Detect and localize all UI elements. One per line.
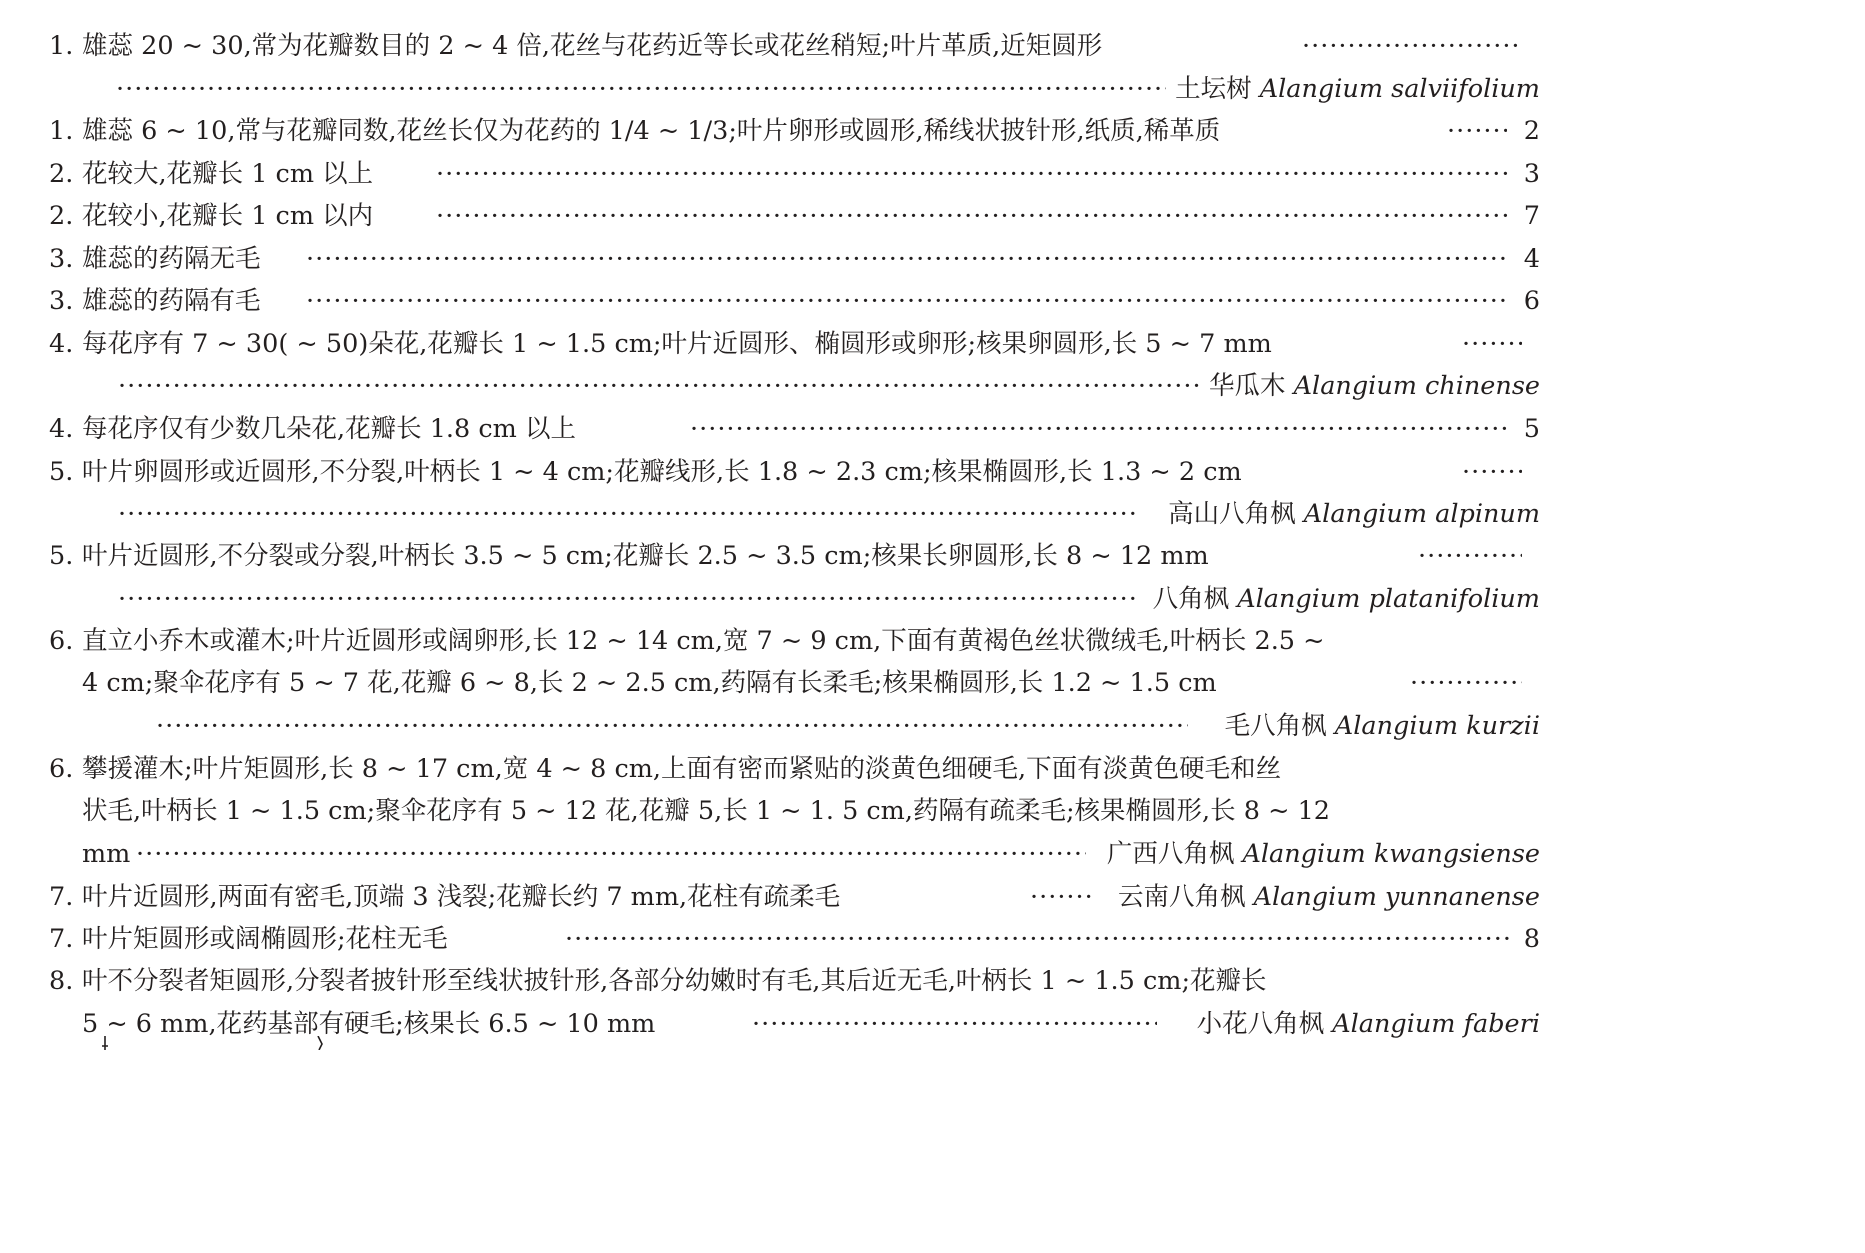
leader-dots [116, 68, 1166, 110]
leader-dots [1302, 25, 1522, 67]
couplet-text-continued: mm [82, 839, 131, 869]
couplet-text: 叶不分裂者矩圆形,分裂者披针形至线状披针形,各部分幼嫩时有毛,其后近无毛,叶柄长 1 ~ 1.5 cm;花瓣长 [82, 966, 1267, 996]
key-line [0, 408, 1570, 450]
couplet-text: 叶片近圆形,两面有密毛,顶端 3 浅裂;花瓣长约 7 mm,花柱有疏柔毛 [82, 882, 841, 912]
key-line [0, 535, 1570, 577]
couplet-text-continued: 5 ~ 6 mm,花药基部有硬毛;核果长 6.5 ~ 10 mm [82, 1009, 656, 1039]
key-line [0, 1003, 1570, 1045]
couplet-text-continued: 4 cm;聚伞花序有 5 ~ 7 花,花瓣 6 ~ 8,长 2 ~ 2.5 cm,药隔有长柔毛;核果椭圆形,长 1.2 ~ 1.5 cm [82, 668, 1217, 698]
taxon-name: 土坛树 Alangium salviifolium [1175, 74, 1540, 104]
couplet-number: 5. [49, 457, 74, 487]
couplet-number: 7. [49, 882, 74, 912]
key-line [0, 238, 1570, 280]
couplet-target: 4 [1523, 244, 1540, 274]
key-line [0, 323, 1570, 365]
taxon-name: 八角枫 Alangium platanifolium [1152, 584, 1540, 614]
leader-dots [1462, 323, 1522, 365]
couplet-text: 叶片近圆形,不分裂或分裂,叶柄长 3.5 ~ 5 cm;花瓣长 2.5 ~ 3.5 cm;核果长卵圆形,长 8 ~ 12 mm [82, 541, 1209, 571]
couplet-text-continued: 状毛,叶柄长 1 ~ 1.5 cm;聚伞花序有 5 ~ 12 花,花瓣 5,长 1 ~ 1. 5 cm,药隔有疏柔毛;核果椭圆形,长 8 ~ 12 [82, 796, 1331, 826]
key-line [0, 365, 1570, 407]
couplet-number: 1. [49, 116, 74, 146]
couplet-number: 2. [49, 159, 74, 189]
couplet-text: 雄蕊 6 ~ 10,常与花瓣同数,花丝长仅为花药的 1/4 ~ 1/3;叶片卵形或圆形,稀线状披针形,纸质,稀革质 [82, 116, 1221, 146]
couplet-text: 叶片卵圆形或近圆形,不分裂,叶柄长 1 ~ 4 cm;花瓣线形,长 1.8 ~ 2.3 cm;核果椭圆形,长 1.3 ~ 2 cm [82, 457, 1242, 487]
key-line [0, 451, 1570, 493]
key-line [0, 620, 1570, 662]
leader-dots [136, 833, 1086, 875]
key-line [0, 790, 1570, 832]
taxon-name: 华瓜木 Alangium chinense [1209, 371, 1540, 401]
key-line [0, 195, 1570, 237]
couplet-number: 2. [49, 201, 74, 231]
leader-dots [306, 238, 1510, 280]
leader-dots [690, 408, 1510, 450]
couplet-target: 3 [1523, 159, 1540, 189]
key-line [0, 280, 1570, 322]
couplet-number: 3. [49, 244, 74, 274]
couplet-number: 6. [49, 754, 74, 784]
couplet-number: 6. [49, 626, 74, 656]
couplet-number: 1. [49, 31, 74, 61]
key-line [0, 578, 1570, 620]
couplet-target: 8 [1523, 924, 1540, 954]
key-line [0, 662, 1570, 704]
taxon-name: 毛八角枫 Alangium kurzii [1224, 711, 1540, 741]
leader-dots [118, 493, 1138, 535]
couplet-text: 花较小,花瓣长 1 cm 以内 [82, 201, 374, 231]
couplet-text: 雄蕊 20 ~ 30,常为花瓣数目的 2 ~ 4 倍,花丝与花药近等长或花丝稍短;叶片革质,近矩圆形 [82, 31, 1103, 61]
taxon-name: 高山八角枫 Alangium alpinum [1168, 499, 1540, 529]
couplet-text: 攀援灌木;叶片矩圆形,长 8 ~ 17 cm,宽 4 ~ 8 cm,上面有密而紧贴的淡黄色细硬毛,下面有淡黄色硬毛和丝 [82, 754, 1282, 784]
key-line [0, 493, 1570, 535]
couplet-target: 2 [1523, 116, 1540, 146]
key-line [0, 918, 1570, 960]
couplet-text: 叶片矩圆形或阔椭圆形;花柱无毛 [82, 924, 448, 954]
leader-dots [118, 365, 1203, 407]
couplet-target: 6 [1523, 286, 1540, 316]
key-line [0, 110, 1570, 152]
leader-dots [1418, 535, 1522, 577]
leader-dots [436, 153, 1510, 195]
key-line [0, 705, 1570, 747]
couplet-target: 5 [1523, 414, 1540, 444]
key-line [0, 748, 1570, 790]
leader-dots [752, 1003, 1157, 1045]
key-line [0, 25, 1570, 67]
cropped-glyph-fragment [315, 1036, 325, 1050]
key-line [0, 876, 1570, 918]
couplet-text: 花较大,花瓣长 1 cm 以上 [82, 159, 374, 189]
couplet-number: 8. [49, 966, 74, 996]
leader-dots [118, 578, 1138, 620]
couplet-text: 雄蕊的药隔无毛 [82, 244, 261, 274]
couplet-number: 3. [49, 286, 74, 316]
leader-dots [1410, 662, 1522, 704]
couplet-target: 7 [1523, 201, 1540, 231]
couplet-number: 7. [49, 924, 74, 954]
leader-dots [1030, 876, 1094, 918]
leader-dots [306, 280, 1510, 322]
cropped-glyph-fragment [100, 1036, 110, 1050]
taxon-name: 云南八角枫 Alangium yunnanense [1117, 882, 1540, 912]
key-line [0, 68, 1570, 110]
couplet-number: 5. [49, 541, 74, 571]
couplet-number: 4. [49, 414, 74, 444]
couplet-text: 雄蕊的药隔有毛 [82, 286, 261, 316]
couplet-text: 直立小乔木或灌木;叶片近圆形或阔卵形,长 12 ~ 14 cm,宽 7 ~ 9 cm,下面有黄褐色丝状微绒毛,叶柄长 2.5 ~ [82, 626, 1325, 656]
taxon-name: 小花八角枫 Alangium faberi [1196, 1009, 1540, 1039]
key-line [0, 153, 1570, 195]
couplet-number: 4. [49, 329, 74, 359]
leader-dots [565, 918, 1510, 960]
leader-dots [1447, 110, 1507, 152]
couplet-text: 每花序有 7 ~ 30( ~ 50)朵花,花瓣长 1 ~ 1.5 cm;叶片近圆形、椭圆形或卵形;核果卵圆形,长 5 ~ 7 mm [82, 329, 1272, 359]
key-line [0, 960, 1570, 1002]
leader-dots [436, 195, 1510, 237]
taxon-name: 广西八角枫 Alangium kwangsiense [1106, 839, 1540, 869]
leader-dots [1462, 451, 1522, 493]
key-line [0, 833, 1570, 875]
leader-dots [156, 705, 1188, 747]
couplet-text: 每花序仅有少数几朵花,花瓣长 1.8 cm 以上 [82, 414, 576, 444]
